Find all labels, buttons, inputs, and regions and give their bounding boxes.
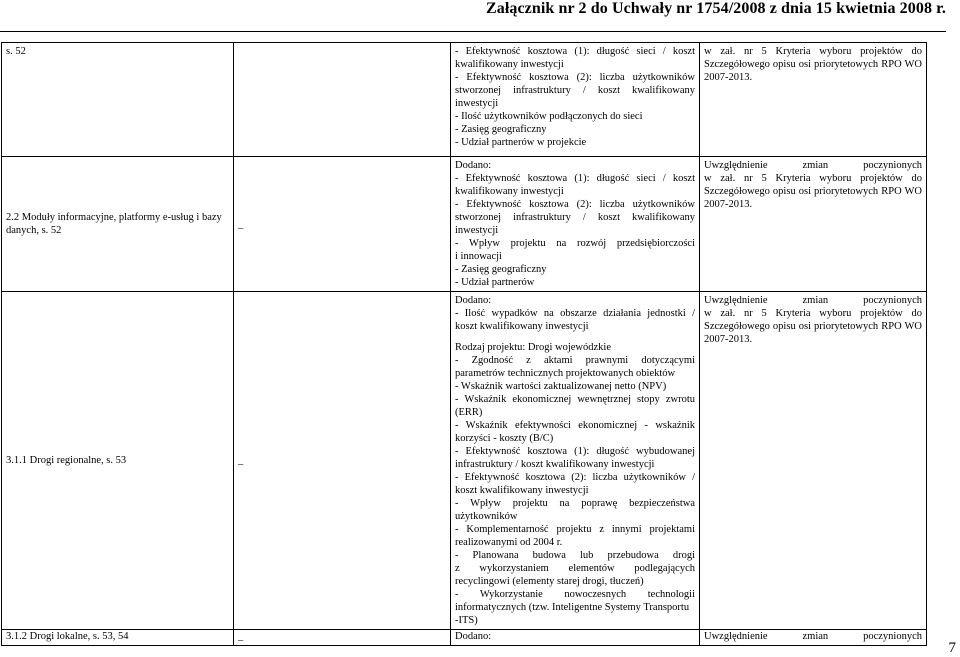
content-line: - Efektywność kosztowa (2): liczba użytkowników (455, 199, 695, 210)
content-line: - Zasięg geograficzny (455, 124, 547, 135)
section-label: s. 52 (6, 46, 26, 57)
content-line: - Wskaźnik efektywności ekonomicznej - wskaźnik (455, 420, 695, 431)
content-line: infrastruktury / koszt kwalifikowany inwestycji (455, 459, 655, 470)
content-line: - Efektywność kosztowa (1): długość wybudowanej (455, 446, 695, 457)
content-line: Dodano: (455, 295, 492, 306)
change-type-cell (234, 630, 451, 646)
content-line: Rodzaj projektu: Drogi wojewódzkie (455, 342, 612, 353)
section-cell (2, 630, 234, 646)
content-cell (451, 157, 700, 292)
justification-line: Szczegółowego opisu osi priorytetowych RPO WO (704, 186, 922, 197)
content-line: - Wskaźnik ekonomicznej wewnętrznej stopy zwrotu (455, 394, 695, 405)
justification-cell (700, 43, 927, 157)
content-line: - Efektywność kosztowa (1): długość sieci / koszt (455, 173, 695, 184)
change-type-cell (234, 292, 451, 630)
content-line: - Wskaźnik wartości zaktualizowanej netto (NPV) (455, 381, 667, 392)
content-line: - Efektywność kosztowa (1): długość sieci / koszt (455, 46, 695, 57)
content-line: recyclingowi (elementy starej drogi, tłuczeń) (455, 576, 644, 587)
content-line: Dodano: (455, 631, 492, 642)
content-line: - Zgodność z aktami prawnymi dotyczącymi (455, 355, 695, 366)
justification-line: w zał. nr 5 Kryteria wyboru projektów do (704, 46, 922, 57)
content-line: koszt kwalifikowany inwestycji (455, 321, 589, 332)
justification-line: Uwzględnienie zmian poczynionych (704, 160, 922, 171)
justification-line: w zał. nr 5 Kryteria wyboru projektów do (704, 173, 922, 184)
content-cell (451, 292, 700, 630)
content-line: - Komplementarność projektu z innymi projektami (455, 524, 695, 535)
content-line: informatycznych (tzw. Inteligentne Systemy Transportu (455, 602, 690, 613)
content-line: i innowacji (455, 251, 502, 262)
change-type-label: _ (238, 455, 244, 466)
justification-line: w zał. nr 5 Kryteria wyboru projektów do (704, 308, 922, 319)
content-line: inwestycji (455, 225, 499, 236)
justification-line: 2007-2013. (704, 199, 753, 210)
justification-line: Szczegółowego opisu osi priorytetowych RPO WO (704, 59, 922, 70)
content-line: - Ilość wypadków na obszarze działania jednostki / (455, 308, 695, 319)
table-row (2, 630, 927, 646)
change-type-label: _ (238, 218, 244, 230)
change-type-label: _ (238, 631, 244, 642)
justification-cell (700, 157, 927, 292)
content-line: stworzonej infrastruktury / koszt kwalifikowany (455, 212, 695, 223)
table-row (2, 292, 927, 630)
content-line: parametrów technicznych projektowanych obiektów (455, 368, 676, 379)
content-line: (ERR) (455, 407, 483, 418)
content-line: inwestycji (455, 98, 499, 109)
content-line: - Zasięg geograficzny (455, 264, 547, 275)
justification-cell (700, 630, 927, 646)
section-label: 2.2 Moduły informacyjne, platformy e-usług i bazy danych, s. 52 (6, 212, 222, 236)
content-line: - Ilość użytkowników podłączonych do sieci (455, 111, 643, 122)
justification-line: 2007-2013. (704, 334, 753, 345)
section-cell (2, 292, 234, 630)
changes-table (1, 42, 927, 646)
content-line: kwalifikowany inwestycji (455, 186, 564, 197)
document-header-title: Załącznik nr 2 do Uchwały nr 1754/2008 z dnia 15 kwietnia 2008 r. (485, 0, 946, 17)
justification-line: Szczegółowego opisu osi priorytetowych RPO WO (704, 321, 922, 332)
change-type-cell (234, 43, 451, 157)
content-line: kwalifikowany inwestycji (455, 59, 564, 70)
content-line: - Udział partnerów (455, 277, 535, 288)
content-line: koszt kwalifikowany inwestycji (455, 485, 589, 496)
content-line: realizowanymi od 2004 r. (455, 537, 563, 548)
change-type-cell (234, 157, 451, 292)
content-line: korzyści - koszty (B/C) (455, 433, 554, 444)
content-line: użytkowników (455, 511, 518, 522)
section-label: 3.1.1 Drogi regionalne, s. 53 (6, 455, 127, 466)
content-line: stworzonej infrastruktury / koszt kwalifikowany (455, 85, 695, 96)
content-line: - Planowana budowa lub przebudowa drogi (455, 550, 695, 561)
justification-line: Uwzględnienie zmian poczynionych (704, 295, 922, 306)
page-number: 7 (948, 640, 956, 656)
table-row (2, 157, 927, 292)
content-cell (451, 630, 700, 646)
justification-line: Uwzględnienie zmian poczynionych (704, 631, 922, 642)
table-row (2, 43, 927, 157)
content-cell (451, 43, 700, 157)
content-line: - Wpływ projektu na poprawę bezpieczeństwa (455, 498, 695, 509)
content-line: - Wpływ projektu na rozwój przedsiębiorczości (455, 238, 695, 249)
justification-line: 2007-2013. (704, 72, 753, 83)
section-cell (2, 43, 234, 157)
section-cell (2, 157, 234, 292)
content-line: - Efektywność kosztowa (2): liczba użytkowników / (455, 472, 695, 483)
content-line: Dodano: (455, 160, 492, 171)
section-label: 3.1.2 Drogi lokalne, s. 53, 54 (6, 631, 129, 642)
content-line: -ITS) (455, 615, 478, 626)
justification-cell (700, 292, 927, 630)
content-line: - Wykorzystanie nowoczesnych technologii (455, 589, 695, 600)
content-line: z wykorzystaniem elementów podlegających (455, 563, 695, 574)
content-line: - Udział partnerów w projekcie (455, 137, 587, 148)
content-line: - Efektywność kosztowa (2): liczba użytkowników (455, 72, 695, 83)
